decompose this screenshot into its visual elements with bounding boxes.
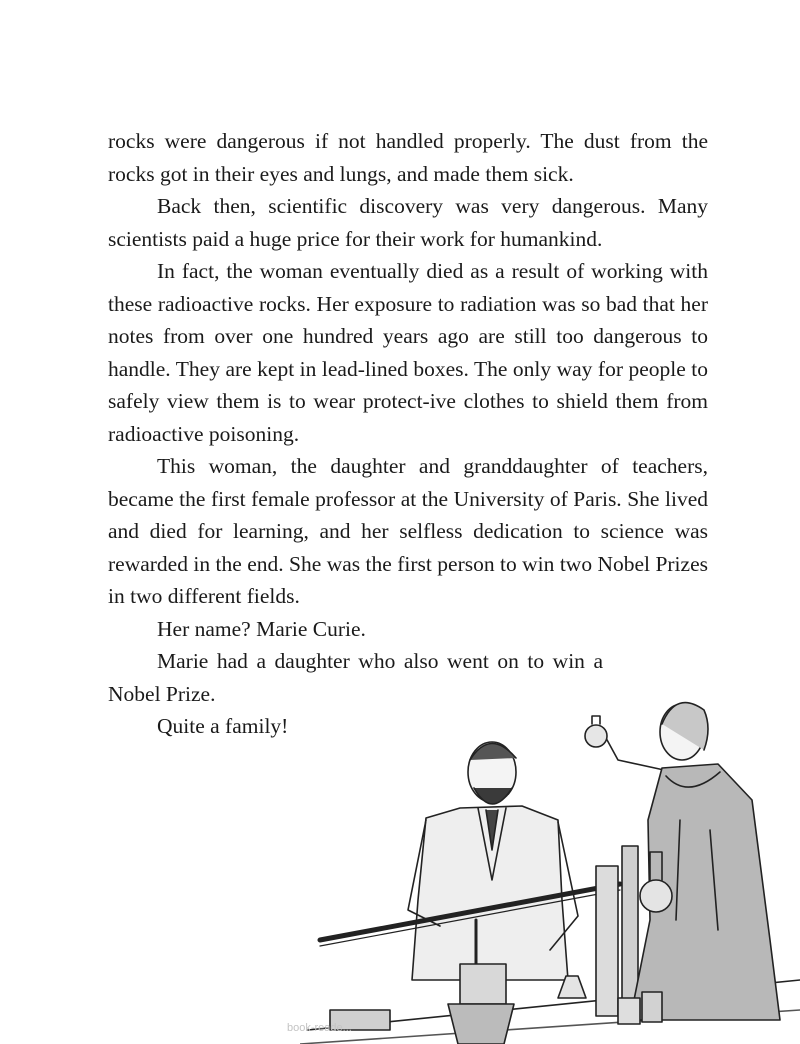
paragraph: rocks were dangerous if not handled properly. The dust from the rocks got in their eyes and lungs, and made them sick. (108, 129, 708, 186)
watermark: book-reade... (287, 1022, 352, 1034)
paragraph: Back then, scientific discovery was very dangerous. Many scientists paid a huge price for their work for humankind. (108, 194, 708, 251)
paragraph: In fact, the woman eventually died as a result of working with these radioactive rocks. Her exposure to radiation was so bad that her notes from over one hundred years ago are still too dangerous to handle. They are kept in lead-lined boxes. The only way for people to safely view them is to wear protect-ive clothes to shield them from radioactive poisoning. (108, 259, 708, 446)
paragraph: Quite a family! (157, 714, 289, 738)
paragraph: Her name? Marie Curie. (157, 616, 366, 641)
body-text (108, 125, 708, 743)
paragraph: Marie had a daughter who also went on to win a Nobel Prize. (108, 649, 603, 706)
curie-lab-illustration (300, 680, 800, 1044)
paragraph: This woman, the daughter and granddaughter of teachers, became the first female professor at the University of Paris. She lived and died for learning, and her selfless dedication to science was rewarded in the end. She was the first person to win two Nobel Prizes in two different fields. (108, 454, 708, 608)
